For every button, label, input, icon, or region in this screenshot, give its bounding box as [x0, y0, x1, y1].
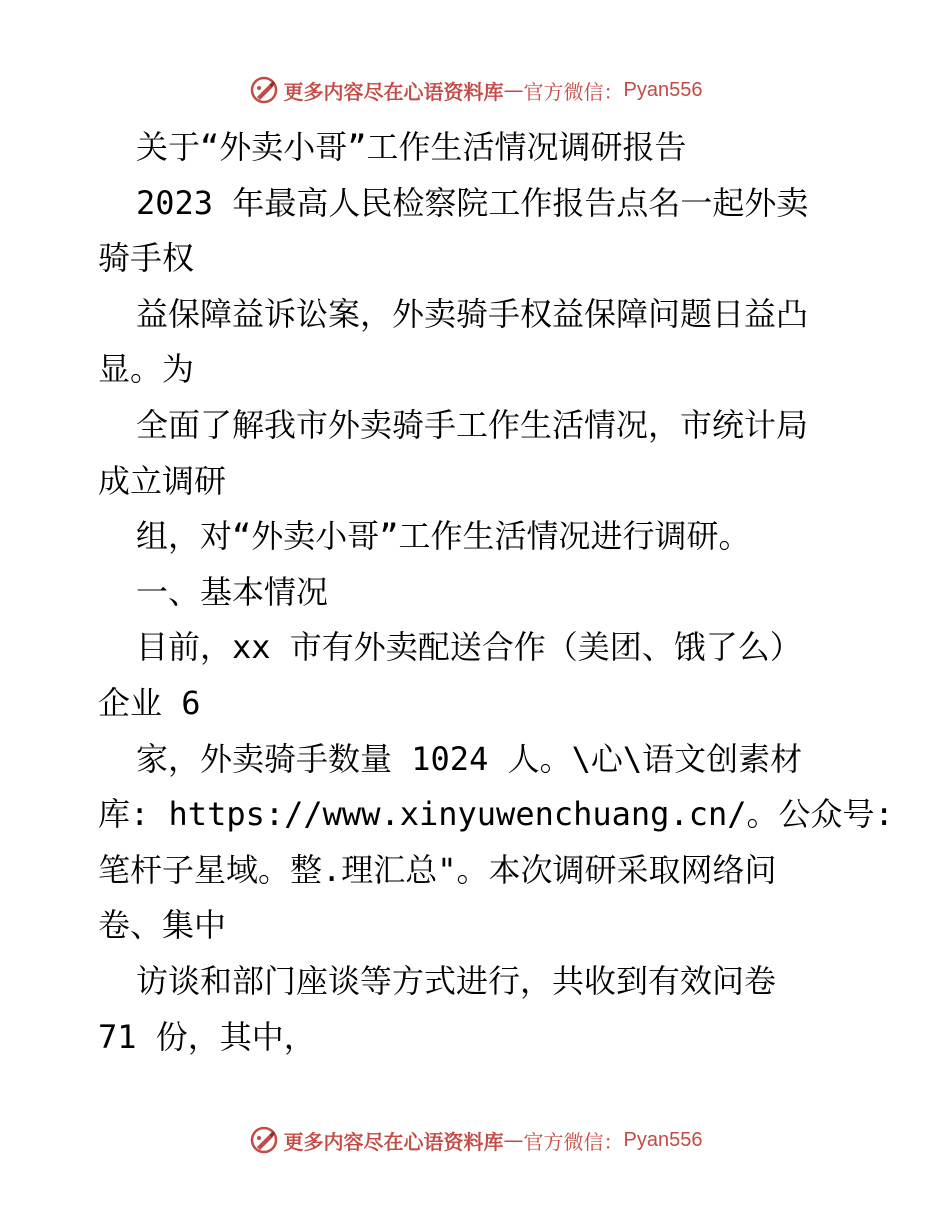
paragraph-line: 企业 6	[98, 683, 201, 722]
document-body	[98, 120, 894, 1065]
banner-official-label: 官方微信：	[523, 1129, 624, 1154]
paragraph-line: 笔杆子星域。整.理汇总"。本次调研采取网络问	[98, 850, 777, 889]
footer-banner	[0, 1122, 950, 1158]
paragraph-line: 2023 年最高人民检察院工作报告点名一起外卖	[136, 183, 809, 222]
paragraph-line: 成立调研	[98, 461, 227, 500]
paragraph-line: 访谈和部门座谈等方式进行，共收到有效问卷	[136, 961, 777, 1000]
paragraph-line: 卷、集中	[98, 906, 227, 945]
paragraph-line: 益保障益诉讼案，外卖骑手权益保障问题日益凸	[136, 294, 809, 333]
banner-main-text: 更多内容尽在心语资料库	[283, 79, 504, 104]
banner-wechat-id: Pyan556	[623, 78, 703, 101]
paragraph-line: 71 份，其中，	[98, 1017, 316, 1056]
pen-logo-icon	[248, 1124, 280, 1156]
paragraph-line: 组，对“外卖小哥”工作生活情况进行调研。	[136, 517, 751, 556]
paragraph-line: 显。为	[98, 350, 195, 389]
paragraph-line: 全面了解我市外卖骑手工作生活情况，市统计局	[136, 405, 809, 444]
pen-logo-icon	[248, 74, 280, 106]
paragraph-line: 骑手权	[98, 239, 195, 278]
section-heading: 一、基本情况	[136, 572, 329, 611]
paragraph-line: 家，外卖骑手数量 1024 人。\心\语文创素材	[136, 739, 803, 778]
banner-separator: —	[503, 78, 524, 102]
banner-separator: —	[503, 1128, 524, 1152]
document-title: 关于“外卖小哥”工作生活情况调研报告	[136, 128, 687, 166]
paragraph-line: 目前，xx 市有外卖配送合作（美团、饿了么）	[136, 628, 802, 667]
header-banner	[0, 72, 950, 108]
banner-official-label: 官方微信：	[523, 79, 624, 104]
paragraph-line: 库: https://www.xinyuwenchuang.cn/。公众号:	[98, 795, 894, 834]
banner-wechat-id: Pyan556	[623, 1128, 703, 1151]
banner-main-text: 更多内容尽在心语资料库	[283, 1129, 504, 1154]
